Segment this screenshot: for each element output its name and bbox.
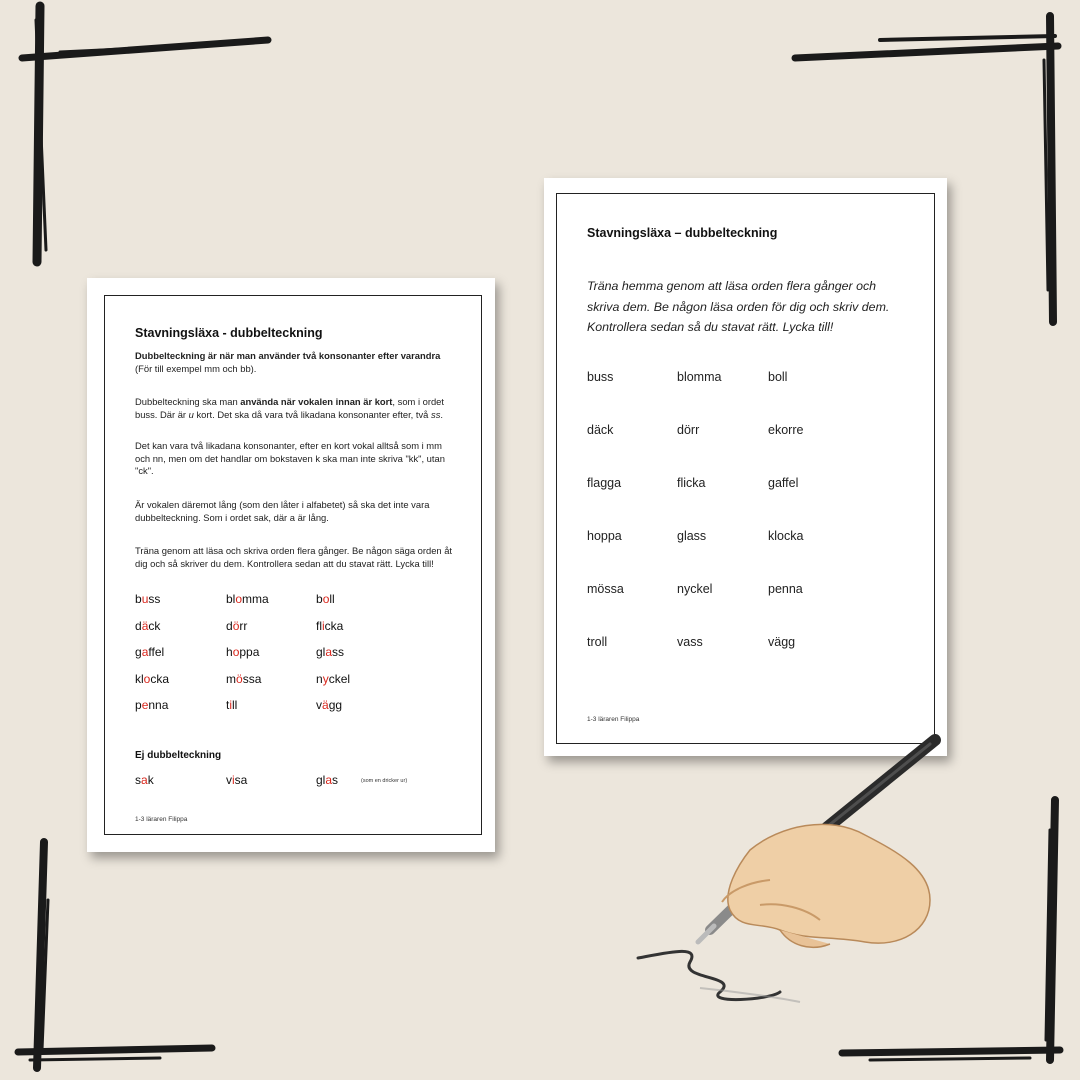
word-part: ss <box>332 645 345 659</box>
word-part: ssa <box>242 671 262 686</box>
highlighted-vowel: y <box>322 671 329 686</box>
word <box>226 698 237 712</box>
word-part: gl <box>316 645 326 659</box>
word-part: cka <box>150 671 170 686</box>
word-part: b <box>135 592 142 606</box>
definition-paragraph: Dubbelteckning är när man använder två konsonanter efter varandra (För till exempel mm och bb). <box>135 350 441 374</box>
word <box>135 773 154 787</box>
practice-paragraph: Träna genom att läsa och skriva orden flera gånger. Be någon säga orden åt dig och så skriver du dem. Kontrollera sedan att du stavat rätt. Lycka till! <box>135 545 453 569</box>
word: däck <box>587 423 614 437</box>
word-part: ffel <box>148 645 165 659</box>
highlighted-vowel: o <box>235 592 243 606</box>
word-part: v <box>226 773 232 787</box>
word-part: s <box>135 773 141 787</box>
highlighted-vowel: o <box>232 645 240 659</box>
highlighted-vowel: ä <box>322 698 329 712</box>
right-instructions: Träna hemma genom att läsa orden flera gånger och skriva dem. Be någon läsa orden för dig och skriv dem. Kontrollera sedan så du stavat rätt. Lycka till! <box>587 279 890 334</box>
word: glass <box>677 529 707 543</box>
worksheet-right <box>544 178 947 756</box>
word: flagga <box>587 476 622 490</box>
word-part: v <box>316 698 322 712</box>
highlighted-vowel: a <box>141 773 148 787</box>
word-part: d <box>135 618 142 633</box>
word <box>135 619 160 633</box>
word-part: gg <box>328 698 343 712</box>
word-part: b <box>316 592 323 606</box>
word <box>226 672 261 686</box>
word: nyckel <box>677 582 713 596</box>
word-part: ppa <box>239 645 260 659</box>
word <box>226 773 247 787</box>
highlighted-vowel: o <box>143 671 151 686</box>
word: ekorre <box>768 423 804 437</box>
word: dörr <box>677 423 700 437</box>
word: troll <box>587 635 608 649</box>
word: boll <box>768 370 788 384</box>
ej-dubbelteckning-heading: Ej dubbelteckning <box>135 750 222 761</box>
word-part: m <box>226 671 236 686</box>
word <box>226 592 269 606</box>
ej-note: (som en dricker ur) <box>361 778 408 784</box>
word-part: s <box>332 773 339 787</box>
rule-paragraph: Dubbelteckning ska man använda när vokalen innan är kort, som i ordet buss. Där är u kort. Det ska då vara två likadana konsonanter efter, två ss. <box>135 396 445 420</box>
hand-writing-pen-icon <box>630 730 950 1010</box>
long-vowel-paragraph: Är vokalen däremot lång (som den låter i alfabetet) så ska det inte vara dubbelteckning. Som i ordet sak, där a är lång. <box>135 499 430 523</box>
word-part: bl <box>226 592 236 606</box>
highlighted-vowel: e <box>141 698 149 712</box>
highlighted-vowel: a <box>325 773 333 787</box>
word-part: ll <box>329 592 335 606</box>
word: mössa <box>587 582 624 596</box>
word <box>316 645 344 659</box>
highlighted-vowel: ä <box>141 618 149 633</box>
highlighted-vowel: i <box>322 618 325 633</box>
highlighted-vowel: ö <box>232 618 240 633</box>
word: buss <box>587 370 614 384</box>
word-part: gl <box>316 773 326 787</box>
word-part: ck <box>148 618 161 633</box>
word: hoppa <box>587 529 622 543</box>
word <box>135 645 164 659</box>
word-part: kl <box>135 671 144 686</box>
right-footer: 1-3 läraren Filippa <box>587 716 640 723</box>
word-part: ss <box>148 592 161 606</box>
word: vägg <box>768 635 796 649</box>
right-title: Stavningsläxa – dubbelteckning <box>587 226 778 240</box>
ck-paragraph: Det kan vara två likadana konsonanter, efter en kort vokal alltså som i mm och nn, men om det handlar om bokstaven k ska man inte skriva "kk", utan "ck". <box>135 440 445 476</box>
word-part: t <box>226 698 230 712</box>
word-part: cka <box>324 618 344 633</box>
highlighted-vowel: o <box>322 592 330 606</box>
word: klocka <box>768 529 804 543</box>
word <box>135 672 169 686</box>
word-part: p <box>135 698 142 712</box>
word <box>316 672 350 686</box>
word <box>316 592 335 606</box>
word: vass <box>677 635 703 649</box>
left-footer: 1-3 läraren Filippa <box>135 816 188 823</box>
word: gaffel <box>768 476 799 490</box>
word <box>135 592 160 606</box>
word-part: d <box>226 618 233 633</box>
word <box>316 773 338 787</box>
word-part: nna <box>148 698 169 712</box>
word-part: rr <box>239 618 248 633</box>
word: blomma <box>677 370 722 384</box>
word <box>226 619 247 633</box>
highlighted-vowel: i <box>229 698 233 712</box>
word <box>226 645 259 659</box>
highlighted-vowel: a <box>141 645 149 659</box>
word-part: mma <box>242 592 269 606</box>
worksheet-left <box>87 278 495 852</box>
word-part: ll <box>232 698 238 712</box>
word-part: fl <box>316 618 322 633</box>
word-part: ckel <box>328 671 351 686</box>
word-part: sa <box>234 773 248 787</box>
word-part: n <box>316 671 323 686</box>
highlighted-vowel: u <box>141 592 149 606</box>
word-part: g <box>135 645 142 659</box>
word <box>316 619 343 633</box>
word: penna <box>768 582 803 596</box>
highlighted-vowel: a <box>325 645 333 659</box>
highlighted-vowel: i <box>232 773 235 787</box>
word-part: h <box>226 645 233 659</box>
word <box>316 698 342 712</box>
left-title: Stavningsläxa - dubbelteckning <box>135 326 323 340</box>
word-part: k <box>147 773 154 787</box>
word: flicka <box>677 476 706 490</box>
word <box>135 698 168 712</box>
highlighted-vowel: ö <box>236 671 243 686</box>
